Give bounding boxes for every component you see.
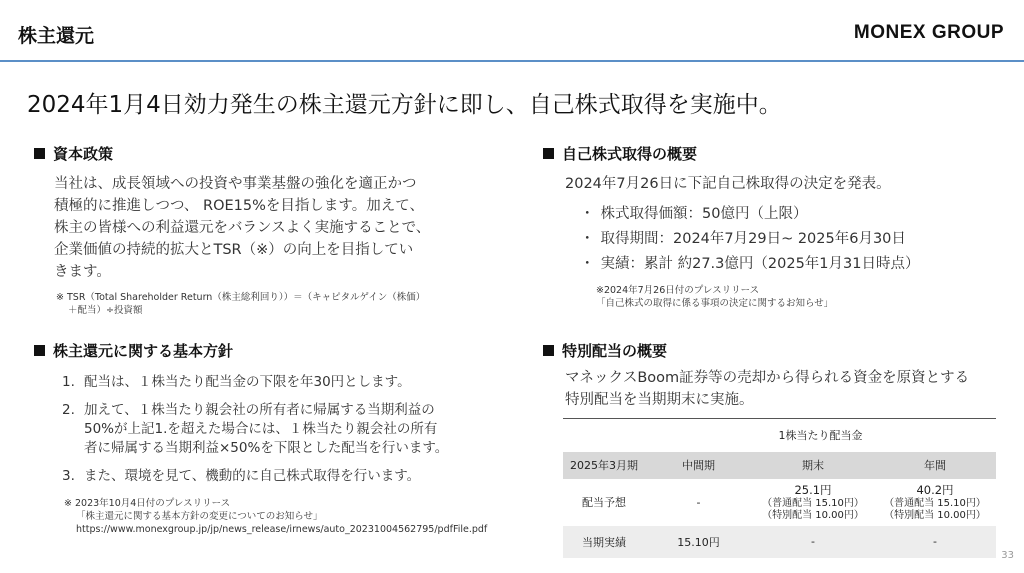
table-cell: - [752,526,874,558]
column-header: 2025年3月期 [563,452,645,479]
brand-logo: MONEX GROUP [853,22,1004,43]
dividend-table [563,418,996,558]
square-bullet-icon [34,345,45,356]
list-item: 1. 配当は、１株当たり配当金の下限を年30円とします。 [62,374,411,390]
table-cell: 25.1円 （普通配当 15.10円） （特別配当 10.00円） [762,483,864,521]
column-header: 年間 [874,452,996,479]
capital-policy-heading: 資本政策 [34,143,113,164]
special-dividend-heading: 特別配当の概要 [543,340,667,361]
square-bullet-icon [34,148,45,159]
list-item: ・ 取得期間：2024年7月29日~ 2025年6月30日 [580,231,906,247]
basic-policy-heading: 株主還元に関する基本方針 [34,340,233,361]
column-header: 期末 [752,452,874,479]
buyback-intro: 2024年7月26日に下記自己株取得の決定を発表。 [565,176,891,192]
table-row [563,526,996,558]
basic-policy-note: ※ 2023年10月4日付のプレスリリース 「株主還元に関する基本方針の変更についてのお知らせ」 https://www.monexgroup.jp/jp/news_release/irnews/auto_20231004562795/pdfFile.pdf [64,497,504,536]
basic-policy-list [62,373,502,495]
table-cell: - [696,495,701,509]
press-release-url: https://www.monexgroup.jp/jp/news_release/irnews/auto_20231004562795/pdfFile.pdf [76,524,488,535]
buyback-bullets [580,202,919,277]
top-bar [0,0,1024,62]
table-header-row [563,452,996,479]
column-header: 中間期 [645,452,752,479]
tsr-note: ※ TSR（Total Shareholder Return（株主総利回り））＝（キャピタルゲイン（株価） ＋配当）÷投資額 [56,292,426,316]
list-item: ・ 実績：累計 約27.3億円（2025年1月31日時点） [580,256,920,272]
capital-policy-text: 当社は、成長領域への投資や事業基盤の強化を適正かつ 積極的に推進しつつ、 ROE15%を目指します。加えて、 株主の皆様への利益還元をバランスよく実施することで、 企業価値の持続的拡大とTSR（※）の向上を目指してい きます。 [54,176,431,280]
table-group-header: 1株当たり配当金 [645,419,996,452]
table-cell: 15.10円 [645,526,752,558]
list-item: ・ 株式取得価額：50億円（上限） [580,206,808,222]
buyback-heading: 自己株式取得の概要 [543,143,697,164]
special-dividend-intro: マネックスBoom証券等の売却から得られる資金を原資とする 特別配当を当期期末に実施。 [565,370,970,408]
table-cell: - [874,526,996,558]
square-bullet-icon [543,148,554,159]
list-item: 2. 加えて、１株当たり親会社の所有者に帰属する当期利益の 50%が上記1.を超えた場合には、１株当たり親会社の所有 者に帰属する当期利益×50%を下限とした配当を行います。 [62,402,449,456]
table-row [563,479,996,526]
buyback-note: ※2024年7月26日付のプレスリリース 「自己株式の取得に係る事項の決定に関するお知らせ」 [596,285,834,309]
page-headline: 2024年1月4日効力発生の株主還元方針に即し、自己株式取得を実施中。 [27,92,782,118]
section-label: 株主還元 [18,25,95,47]
row-label: 当期実績 [563,526,645,558]
row-label: 配当予想 [582,496,626,509]
page-number: 33 [1001,550,1014,561]
header-divider [0,60,1024,62]
list-item: 3. また、環境を見て、機動的に自己株式取得を行います。 [62,468,421,484]
table-cell: 40.2円 （普通配当 15.10円） （特別配当 10.00円） [884,483,986,521]
square-bullet-icon [543,345,554,356]
